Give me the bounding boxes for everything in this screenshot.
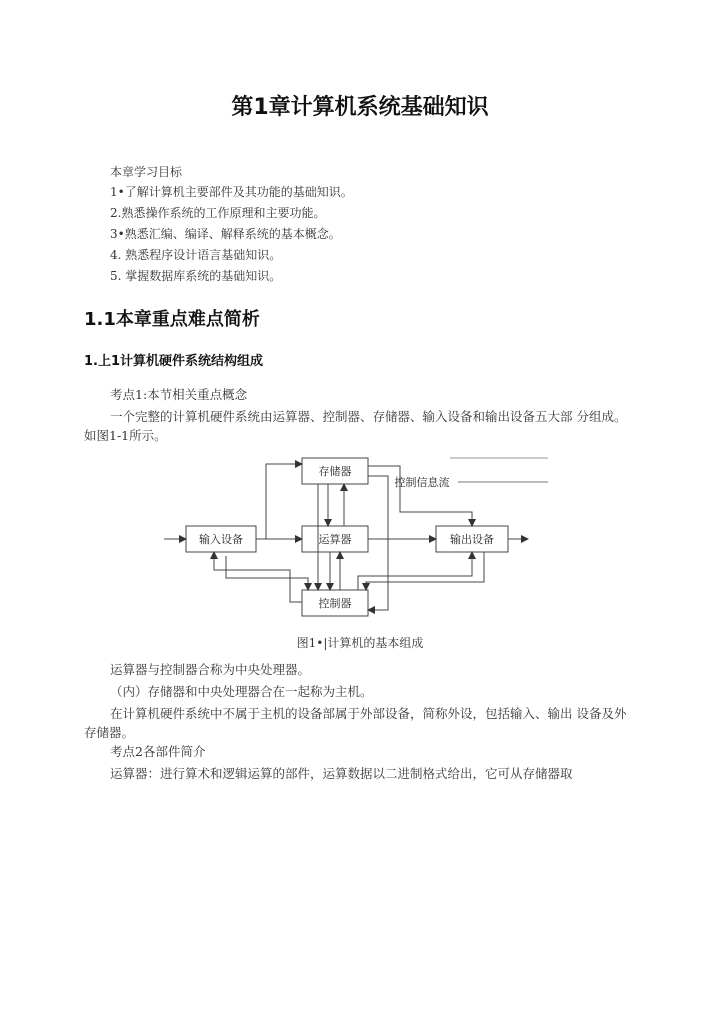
input-device-label: 输入设备 bbox=[199, 533, 243, 546]
alu-label: 运算器 bbox=[318, 533, 352, 546]
controller-label: 控制器 bbox=[318, 597, 352, 610]
objective-item: 2.熟悉操作系统的工作原理和主要功能。 bbox=[110, 206, 326, 220]
objective-item: 1•了解计算机主要部件及其功能的基础知识。 bbox=[110, 185, 353, 199]
section-heading: 1.1本章重点难点简析 bbox=[84, 309, 260, 330]
storage-label: 存储器 bbox=[318, 465, 352, 478]
kaodian-1: 考点1:本节相关重点概念 bbox=[110, 387, 248, 402]
objective-item: 5. 掌握数据库系统的基础知识。 bbox=[110, 269, 282, 283]
paragraph-3: （内）存储器和中央处理器合在一起称为主机。 bbox=[110, 684, 373, 699]
control-flow-legend: 控制信息流 bbox=[394, 476, 450, 489]
page-title: 第1章计算机系统基础知识 bbox=[231, 95, 489, 120]
figure-caption: 图1•|计算机的基本组成 bbox=[296, 636, 424, 650]
objective-item: 3•熟悉汇编、编译、解释系统的基本概念。 bbox=[110, 227, 341, 241]
kaodian-2: 考点2各部件简介 bbox=[110, 744, 206, 759]
paragraph-5: 运算器：进行算术和逻辑运算的部件，运算数据以二进制格式给出，它可从存储器取 bbox=[110, 766, 573, 781]
objective-item: 4. 熟悉程序设计语言基础知识。 bbox=[110, 248, 282, 262]
paragraph-4: 在计算机硬件系统中不属于主机的设备部属于外部设备，简称外设，包括输入、输出 设备及外存储器。 bbox=[84, 706, 627, 740]
hardware-diagram bbox=[150, 452, 570, 624]
subsection-heading: 1.上1计算机硬件系统结构组成 bbox=[84, 354, 264, 369]
output-device-label: 输出设备 bbox=[450, 533, 494, 546]
objectives-heading: 本章学习目标 bbox=[110, 165, 183, 179]
paragraph-2: 运算器与控制器合称为中央处理器。 bbox=[110, 662, 311, 677]
paragraph-1: 一个完整的计算机硬件系统由运算器、控制器、存储器、输入设备和输出设备五大部 分组成。如图1-1所示。 bbox=[84, 409, 627, 443]
